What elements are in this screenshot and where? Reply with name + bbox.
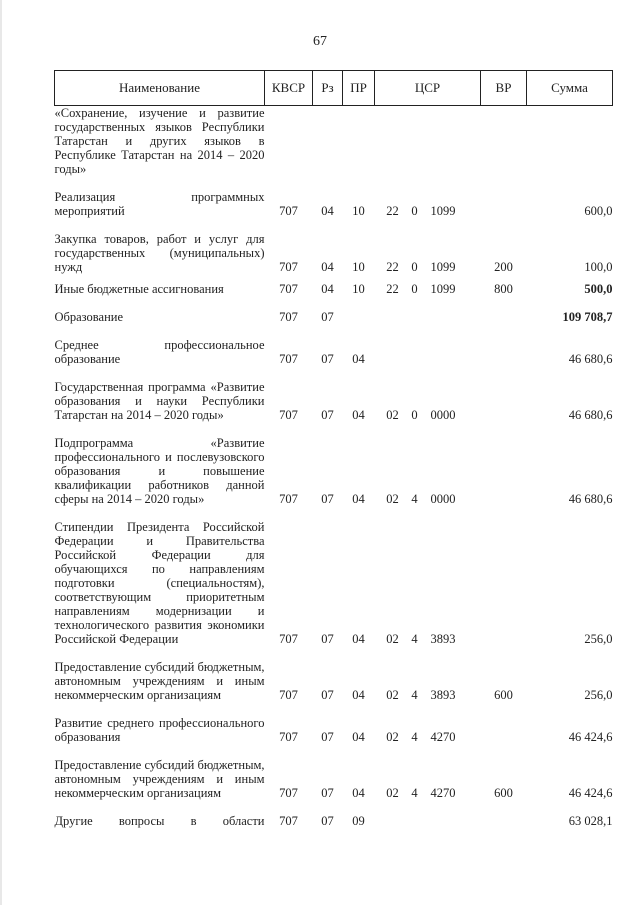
table-row	[55, 660, 613, 702]
row-csr-direction: 0000	[430, 492, 456, 506]
row-csr-program: 02	[386, 492, 399, 506]
row-csr	[375, 232, 481, 274]
row-kvsr: 707	[279, 260, 298, 274]
row-name: Иные бюджетные ассигнования	[54, 282, 224, 296]
row-pr: 04	[352, 730, 365, 744]
row-sum: 46 424,6	[568, 786, 613, 800]
row-pr: 04	[352, 408, 365, 422]
row-rz: 04	[321, 204, 334, 218]
table-row	[55, 436, 613, 506]
row-csr-subprogram: 4	[411, 786, 418, 800]
header-csr: ЦСР	[375, 71, 481, 106]
row-csr-direction: 0000	[430, 408, 456, 422]
row-kvsr: 707	[279, 492, 298, 506]
row-vr	[481, 716, 527, 744]
row-pr: 10	[352, 282, 365, 296]
row-name: Закупка товаров, работ и услуг для государственных (муниципальных) нужд	[54, 232, 265, 274]
row-vr	[481, 190, 527, 218]
header-vr: ВР	[481, 71, 527, 106]
row-name: Предоставление субсидий бюджетным, автономным учреждениям и иным некоммерческим организациям	[54, 660, 265, 702]
row-csr	[375, 282, 481, 296]
row-csr-direction: 1099	[430, 282, 456, 296]
row-rz	[313, 106, 343, 177]
row-kvsr: 707	[279, 786, 298, 800]
row-sum: 46 424,6	[568, 730, 613, 744]
row-vr	[481, 814, 527, 828]
table-row	[55, 232, 613, 274]
scan-edge	[0, 0, 2, 905]
row-pr: 04	[352, 352, 365, 366]
row-name: Развитие среднего профессионального образования	[54, 716, 265, 744]
row-kvsr: 707	[279, 688, 298, 702]
row-name: Подпрограмма «Развитие профессионального и послевузовского образования и повышение квалификации работников данной сферы на 2014 – 2020 годы»	[54, 436, 265, 506]
row-rz: 04	[321, 282, 334, 296]
row-csr	[375, 814, 481, 828]
row-csr	[375, 380, 481, 422]
row-vr	[481, 310, 527, 324]
row-rz: 07	[321, 352, 334, 366]
row-csr-subprogram: 4	[411, 632, 418, 646]
row-sum	[527, 106, 613, 177]
row-vr	[481, 436, 527, 506]
row-sum: 256,0	[584, 632, 613, 646]
row-rz: 07	[321, 492, 334, 506]
table-row	[55, 716, 613, 744]
header-kvsr: КВСР	[265, 71, 313, 106]
row-vr	[481, 106, 527, 177]
page-number: 67	[313, 34, 327, 49]
row-pr: 09	[352, 814, 365, 828]
row-csr	[375, 716, 481, 744]
row-vr	[481, 338, 527, 366]
row-pr: 10	[352, 204, 365, 218]
row-sum: 63 028,1	[568, 814, 613, 828]
row-sum: 600,0	[584, 204, 613, 218]
row-name: Реализация программных мероприятий	[54, 190, 265, 218]
row-name: Предоставление субсидий бюджетным, автономным учреждениям и иным некоммерческим организациям	[54, 758, 265, 800]
row-pr	[343, 310, 375, 324]
row-rz: 07	[321, 786, 334, 800]
row-rz: 07	[321, 730, 334, 744]
row-name: Стипендии Президента Российской Федерации и Правительства Российской Федерации для обучающихся по направлениям подготовки (специальностям), соответствующим приоритетным направлениям модернизации и технологического развития экономики Российской Федерации	[54, 520, 265, 646]
row-csr-program: 22	[386, 260, 399, 274]
row-csr-subprogram: 0	[411, 282, 418, 296]
row-csr-direction: 4270	[430, 730, 456, 744]
row-csr	[375, 338, 481, 366]
row-sum: 46 680,6	[568, 352, 613, 366]
row-vr: 600	[494, 786, 513, 800]
row-csr	[375, 758, 481, 800]
row-kvsr: 707	[279, 730, 298, 744]
row-name: «Сохранение, изучение и развитие государственных языков Республики Татарстан и других языков в Республике Татарстан на 2014 – 2020 годы»	[54, 106, 265, 176]
row-csr-program: 02	[386, 730, 399, 744]
row-csr-direction: 1099	[430, 204, 456, 218]
row-csr-direction: 3893	[430, 632, 456, 646]
table-row	[55, 520, 613, 646]
row-csr-program: 02	[386, 688, 399, 702]
row-sum: 46 680,6	[568, 408, 613, 422]
row-rz: 07	[321, 310, 334, 324]
row-csr-subprogram: 0	[411, 204, 418, 218]
table-row	[55, 282, 613, 296]
row-csr-program: 22	[386, 204, 399, 218]
row-csr-subprogram: 4	[411, 688, 418, 702]
row-vr	[481, 380, 527, 422]
table-row	[55, 338, 613, 366]
table-row	[55, 190, 613, 218]
row-csr-subprogram: 0	[411, 260, 418, 274]
row-rz: 07	[321, 632, 334, 646]
row-sum: 256,0	[584, 688, 613, 702]
row-pr: 04	[352, 688, 365, 702]
row-csr-program: 02	[386, 786, 399, 800]
row-kvsr: 707	[279, 310, 298, 324]
row-csr-direction: 4270	[430, 786, 456, 800]
row-csr-program: 02	[386, 408, 399, 422]
table-header-row	[55, 71, 613, 106]
table-row	[55, 380, 613, 422]
header-sum: Сумма	[527, 71, 613, 106]
row-csr	[375, 106, 481, 177]
row-kvsr: 707	[279, 352, 298, 366]
table-row	[55, 814, 613, 828]
row-csr-direction: 1099	[430, 260, 456, 274]
header-rz: Рз	[313, 71, 343, 106]
header-name: Наименование	[55, 71, 265, 106]
row-csr-subprogram: 0	[411, 408, 418, 422]
row-csr-subprogram: 4	[411, 730, 418, 744]
row-vr: 600	[494, 688, 513, 702]
table-row	[55, 310, 613, 324]
row-pr: 04	[352, 632, 365, 646]
row-sum: 100,0	[584, 260, 613, 274]
row-vr	[481, 520, 527, 646]
row-name: Другие вопросы в области	[54, 814, 265, 828]
row-kvsr: 707	[279, 408, 298, 422]
row-rz: 07	[321, 408, 334, 422]
row-pr	[343, 106, 375, 177]
table-row	[55, 106, 613, 177]
row-csr	[375, 310, 481, 324]
row-sum: 109 708,7	[562, 310, 613, 324]
row-csr	[375, 436, 481, 506]
table-row	[55, 758, 613, 800]
row-name: Образование	[54, 310, 124, 324]
row-kvsr	[265, 106, 313, 177]
row-kvsr: 707	[279, 204, 298, 218]
row-kvsr: 707	[279, 632, 298, 646]
row-rz: 04	[321, 260, 334, 274]
row-name: Государственная программа «Развитие образования и науки Республики Татарстан на 2014 – 2020 годы»	[54, 380, 265, 422]
row-rz: 07	[321, 814, 334, 828]
header-pr: ПР	[343, 71, 375, 106]
row-vr: 800	[494, 282, 513, 296]
row-csr	[375, 520, 481, 646]
row-sum: 500,0	[584, 282, 613, 296]
budget-table	[54, 70, 613, 828]
row-pr: 04	[352, 786, 365, 800]
row-kvsr: 707	[279, 814, 298, 828]
row-pr: 10	[352, 260, 365, 274]
row-csr	[375, 190, 481, 218]
row-csr-direction: 3893	[430, 688, 456, 702]
row-vr: 200	[494, 260, 513, 274]
row-csr-subprogram: 4	[411, 492, 418, 506]
row-sum: 46 680,6	[568, 492, 613, 506]
row-rz: 07	[321, 688, 334, 702]
row-csr-program: 22	[386, 282, 399, 296]
row-name: Среднее профессиональное образование	[54, 338, 265, 366]
row-pr: 04	[352, 492, 365, 506]
row-csr-program: 02	[386, 632, 399, 646]
row-csr	[375, 660, 481, 702]
row-kvsr: 707	[279, 282, 298, 296]
